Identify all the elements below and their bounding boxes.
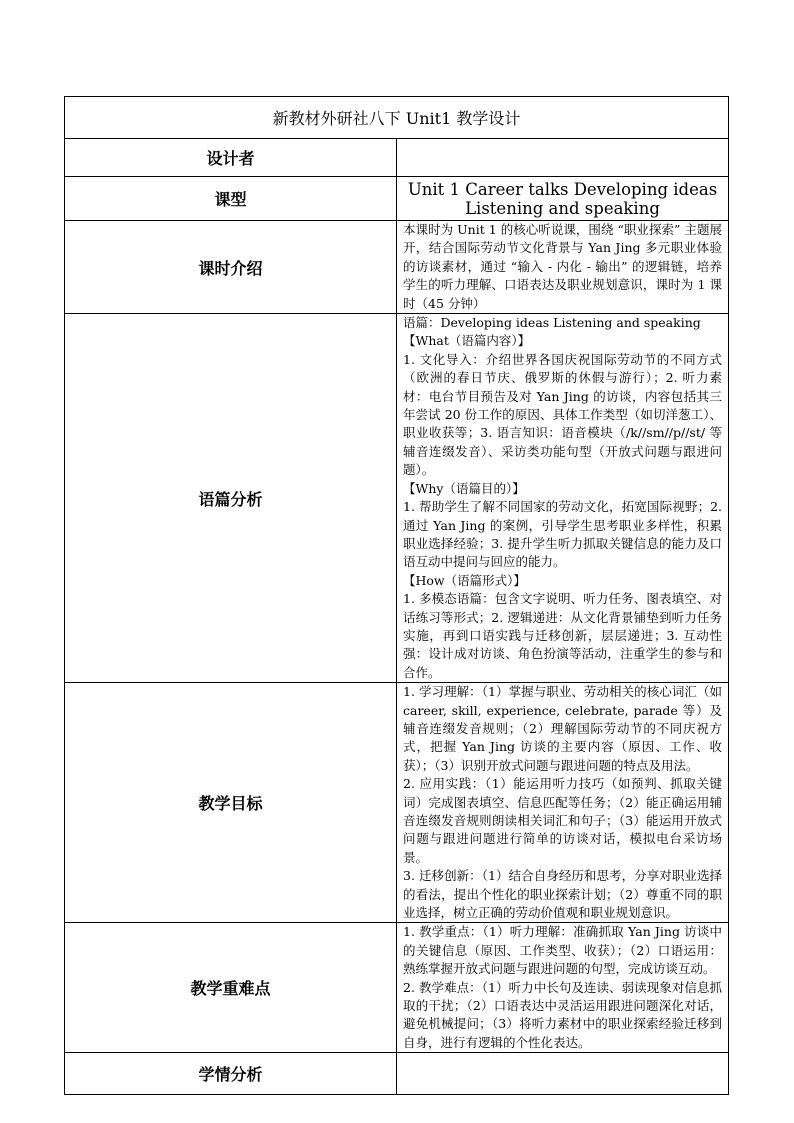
analysis-line: 1. 多模态语篇：包含文字说明、听力任务、图表填空、对话练习等形式；2. 逻辑递进：从文化背景铺垫到听力任务实施，再到口语实践与迁移创新，层层递进；3. 互动性强：设计成对访谈、角色扮演等活动，注重学生的参与和合作。 [403, 591, 722, 680]
analysis-line: 语篇：Developing ideas Listening and speaking [403, 315, 701, 331]
intro-label: 课时介绍 [65, 221, 397, 314]
analysis-line: 【Why（语篇目的）】 [403, 480, 525, 496]
key-points-line: 1. 教学重点：（1）听力理解：准确抓取 Yan Jing 访谈中的关键信息（原因、工作类型、收获）；（2）口语运用：熟练掌握开放式问题与跟进问题的句型，完成访谈互动。 [403, 924, 722, 977]
analysis-line: 1. 文化导入：介绍世界各国庆祝国际劳动节的不同方式（欧洲的春日节庆、俄罗斯的休假与游行）；2. 听力素材：电台节目预告及对 Yan Jing 的访谈，内容包括其三年尝试 20 份工作的原因、具体工作类型（如切洋葱工）、职业收获等；3. 语言知识：语音模块（/k//sm//p//st/ 等辅音连缀发音）、采访类功能句型（开放式问题与跟进问题）。 [403, 351, 722, 478]
analysis-line: 【How（语篇形式）】 [403, 572, 526, 588]
designer-label: 设计者 [65, 139, 397, 177]
lesson-type-row [65, 177, 729, 221]
lesson-plan-table [64, 96, 729, 1095]
key-points-line: 2. 教学难点：（1）听力中长句及连读、弱读现象对信息抓取的干扰；（2）口语表达中灵活运用跟进问题深化对话，避免机械提问；（3）将听力素材中的职业探索经验迁移到自身，进行有逻辑的个性化表达。 [403, 979, 722, 1050]
analysis-line: 【What（语篇内容）】 [403, 333, 531, 349]
key-points-label: 教学重难点 [65, 923, 397, 1053]
designer-value [397, 139, 729, 177]
analysis-content [397, 314, 729, 683]
key-points-content [397, 923, 729, 1053]
analysis-line: 1. 帮助学生了解不同国家的劳动文化，拓宽国际视野；2. 通过 Yan Jing 的案例，引导学生思考职业多样性，积累职业选择经验；3. 提升学生听力抓取关键信息的能力及口语互动中提问与回应的能力。 [403, 499, 722, 570]
lesson-type-value: Unit 1 Career talks Developing ideas Listening and speaking [397, 177, 729, 221]
objectives-label: 教学目标 [65, 683, 397, 923]
document-title: 新教材外研社八下 Unit1 教学设计 [65, 97, 729, 139]
student-analysis-value [397, 1053, 729, 1095]
student-analysis-row [65, 1053, 729, 1095]
objectives-line: 1. 学习理解：（1）掌握与职业、劳动相关的核心词汇（如 career, skill, experience, celebrate, parade 等）及辅音连缀发音规则；（2）理解国际劳动节的不同庆祝方式，把握 Yan Jing 访谈的主要内容（原因、工作、收获）；（3）识别开放式问题与跟进问题的特点及用法。 [403, 684, 722, 773]
intro-row [65, 221, 729, 314]
analysis-label: 语篇分析 [65, 314, 397, 683]
designer-row [65, 139, 729, 177]
student-analysis-label: 学情分析 [65, 1053, 397, 1095]
objectives-line: 2. 应用实践：（1）能运用听力技巧（如预判、抓取关键词）完成图表填空、信息匹配等任务；（2）能正确运用辅音连缀发音规则朗读相关词汇和句子；（3）能运用开放式问题与跟进问题进行简单的访谈对话，模拟电台采访场景。 [403, 776, 722, 865]
lesson-type-label: 课型 [65, 177, 397, 221]
objectives-content [397, 683, 729, 923]
analysis-row [65, 314, 729, 683]
objectives-line: 3. 迁移创新：（1）结合自身经历和思考，分享对职业选择的看法，提出个性化的职业探索计划；（2）尊重不同的职业选择，树立正确的劳动价值观和职业规划意识。 [403, 868, 722, 921]
key-points-row [65, 923, 729, 1053]
intro-text: 本课时为 Unit 1 的核心听说课，围绕 “职业探索” 主题展开，结合国际劳动节文化背景与 Yan Jing 多元职业体验的访谈素材，通过 “输入 - 内化 - 输出” 的逻辑链，培养学生的听力理解、口语表达及职业规划意识，课时为 1 课时（45 分钟） [397, 221, 729, 314]
title-row [65, 97, 729, 139]
objectives-row [65, 683, 729, 923]
